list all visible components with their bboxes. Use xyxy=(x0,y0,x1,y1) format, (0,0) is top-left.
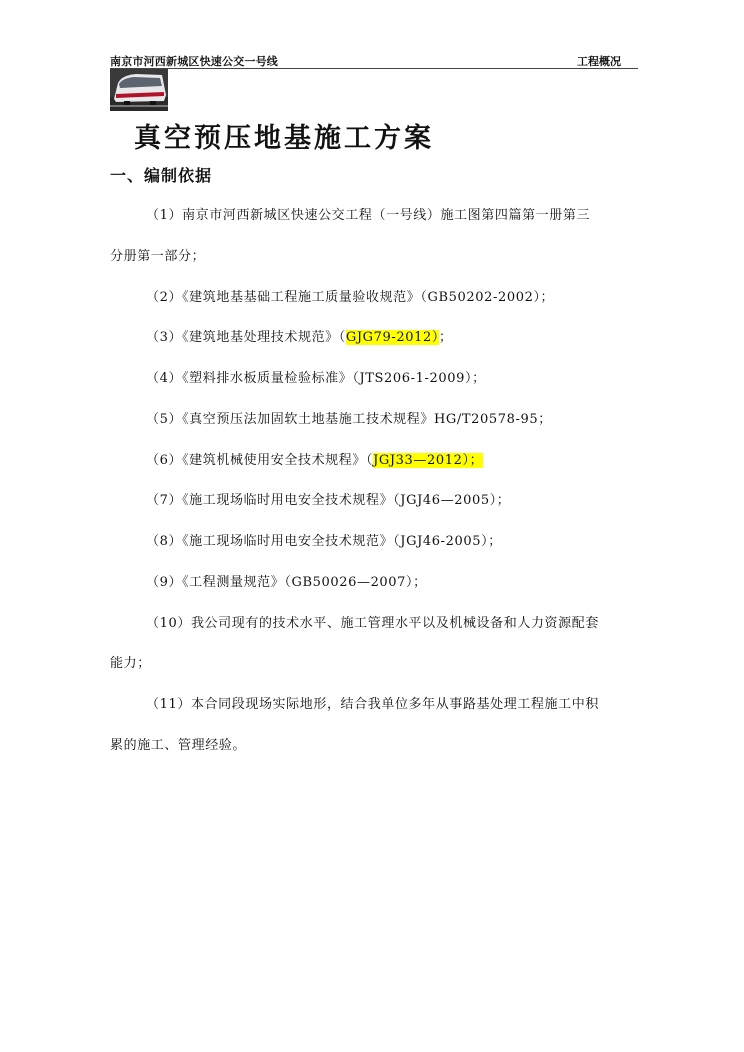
basis-item-10-line2: 能力； xyxy=(110,656,151,671)
basis-item-8: （8）《施工现场临时用电安全技术规范》（JGJ46-2005）； xyxy=(146,534,502,549)
basis-item-1-line2: 分册第一部分； xyxy=(110,249,206,264)
basis-item-3-text: （3）《建筑地基处理技术规范》（ xyxy=(146,330,346,345)
highlighted-standard-code: GJG79-2012） xyxy=(345,330,439,345)
basis-item-6 xyxy=(110,449,674,468)
basis-item-9: （9）《工程测量规范》（GB50026—2007）； xyxy=(146,575,427,590)
basis-item-6-text: （6）《建筑机械使用安全技术规程》（ xyxy=(146,453,374,468)
basis-item-11-line2: 累的施工、管理经验。 xyxy=(110,738,247,753)
section-heading: 一、编制依据 xyxy=(110,166,213,185)
tram-logo-image xyxy=(110,69,168,111)
basis-item-10-line1: （10）我公司现有的技术水平、施工管理水平以及机械设备和人力资源配套 xyxy=(146,616,599,631)
document-title: 真空预压地基施工方案 xyxy=(134,123,434,154)
basis-item-4: （4）《塑料排水板质量检验标准》（JTS206-1-2009）； xyxy=(146,371,486,386)
basis-item-3 xyxy=(110,326,674,345)
basis-item-1-line1: （1）南京市河西新城区快速公交工程（一号线）施工图第四篇第一册第三 xyxy=(146,208,591,223)
basis-item-5: （5）《真空预压法加固软土地基施工技术规程》HG/T20578-95； xyxy=(146,412,552,427)
running-header-section: 工程概况 xyxy=(577,55,621,68)
basis-item-7: （7）《施工现场临时用电安全技术规程》（JGJ46—2005）； xyxy=(146,493,511,508)
running-header-project: 南京市河西新城区快速公交一号线 xyxy=(110,55,278,68)
header-divider xyxy=(110,68,638,69)
basis-item-3-tail: ； xyxy=(438,330,453,345)
basis-item-2: （2）《建筑地基基础工程施工质量验收规范》（GB50202-2002）； xyxy=(146,290,555,305)
basis-item-11-line1: （11）本合同段现场实际地形，结合我单位多年从事路基处理工程施工中积 xyxy=(146,697,599,712)
highlighted-standard-code: JGJ33—2012）； xyxy=(373,453,484,468)
